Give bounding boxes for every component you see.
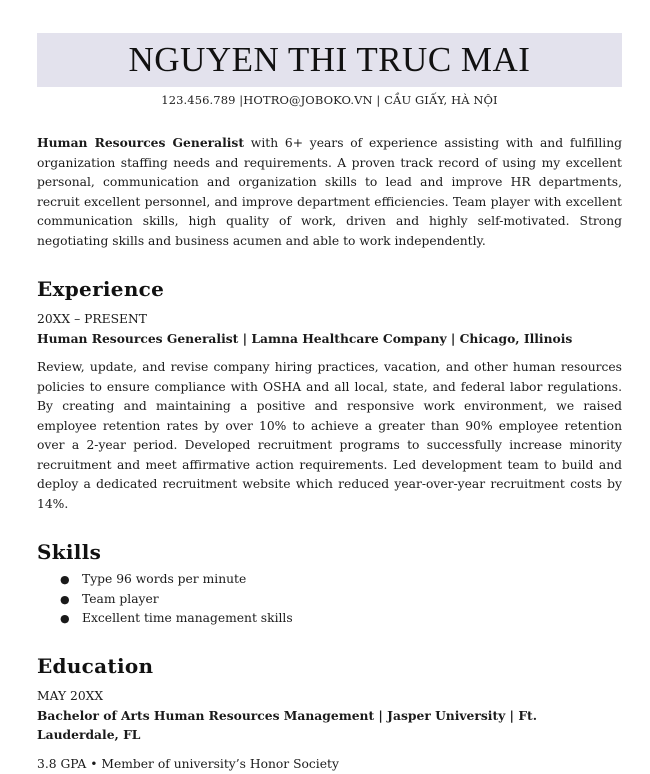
bullet-icon: ● bbox=[60, 612, 70, 625]
skills-list bbox=[37, 570, 622, 629]
skill-item: ● Team player bbox=[37, 590, 622, 610]
skill-item: ● Excellent time management skills bbox=[37, 609, 622, 629]
education-details: 3.8 GPA • Member of university’s Honor Society bbox=[37, 756, 339, 771]
experience-description: Review, update, and revise company hiring practices, vacation, and other human resources policies to ensure compliance with OSHA and all local, state, and federal labor regulations. By creating and maintaining a positive and responsive work environment, we raised employee retention rates by over 10% to achieve a greater than 90% employee retention over a 2-year period. Developed recruitment programs to successfully increase minority recruitment and meet affirmative action requirements. Led development team to build and deploy a dedicated recruitment website which reduced year-over-year recruitment costs by 14%. bbox=[37, 360, 622, 511]
experience-heading: Experience bbox=[37, 277, 165, 301]
experience-date: 20XX – PRESENT bbox=[37, 312, 147, 326]
education-date: MAY 20XX bbox=[37, 688, 104, 703]
bullet-icon: ● bbox=[60, 592, 70, 606]
summary-paragraph bbox=[37, 133, 622, 251]
contact-line: 123.456.789 |HOTRO@JOBOKO.VN | CẦU GIẤY, HÀ NỘI bbox=[161, 93, 498, 107]
resume-page bbox=[37, 33, 622, 774]
skill-item: ● Type 96 words per minute bbox=[37, 570, 622, 590]
summary-text: with 6+ years of experience assisting with and fulfilling organization staffing needs and requirements. A proven track record of using my excellent personal, communication and organization skills to lead and improve HR departments, recruit excellent personnel, and improve department efficiencies. Team player with excellent communication skills, high quality of work, driven and highly self-motivated. Strong negotiating skills and business acumen and able to work independently. bbox=[37, 136, 623, 248]
name-banner bbox=[37, 33, 622, 87]
bullet-icon: ● bbox=[60, 573, 70, 586]
candidate-name: NGUYEN THI TRUC MAI bbox=[128, 40, 531, 79]
experience-role: Human Resources Generalist | Lamna Healthcare Company | Chicago, Illinois bbox=[37, 331, 573, 346]
education-heading: Education bbox=[37, 653, 154, 678]
education-degree: Bachelor of Arts Human Resources Management | Jasper University | Ft. Lauderdale, FL bbox=[37, 707, 538, 742]
skills-heading: Skills bbox=[37, 540, 102, 564]
summary-lead: Human Resources Generalist bbox=[37, 135, 245, 150]
